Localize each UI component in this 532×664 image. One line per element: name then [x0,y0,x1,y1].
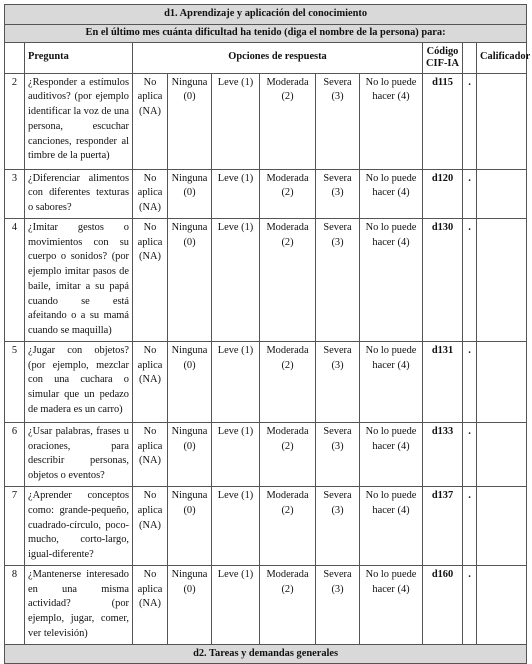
question-row [5,487,527,566]
options-header: Opciones de respuesta [133,42,423,73]
option-cannot[interactable]: No lo puede hacer (4) [360,422,423,486]
row-number: 8 [5,565,25,644]
option-moderate[interactable]: Moderada (2) [260,73,316,169]
cif-code: d115 [423,73,463,169]
option-none[interactable]: Ninguna (0) [168,169,212,218]
option-mild[interactable]: Leve (1) [212,73,260,169]
next-section-title: d2. Tareas y demandas generales [5,644,527,664]
qualifier-cell[interactable] [477,422,527,486]
option-none[interactable]: Ninguna (0) [168,422,212,486]
option-mild[interactable]: Leve (1) [212,169,260,218]
option-moderate[interactable]: Moderada (2) [260,487,316,566]
cif-code: d131 [423,341,463,422]
option-na[interactable]: No aplica (NA) [133,422,168,486]
row-mark: . [463,422,477,486]
option-na[interactable]: No aplica (NA) [133,73,168,169]
code-header: Código CIF-IA [423,42,463,73]
option-moderate[interactable]: Moderada (2) [260,565,316,644]
cif-code: d120 [423,169,463,218]
cif-code: d137 [423,487,463,566]
row-number: 3 [5,169,25,218]
qualifier-cell[interactable] [477,487,527,566]
survey-page [4,4,531,664]
section-title: d1. Aprendizaje y aplicación del conocimiento [5,5,527,25]
number-header [5,42,25,73]
question-rows [5,73,527,644]
question-text: ¿Jugar con objetos? (por ejemplo, mezclar con una cuchara o simular que un pedazo de madera es un carro) [25,341,133,422]
cif-code: d130 [423,218,463,341]
cif-code: d133 [423,422,463,486]
option-mild[interactable]: Leve (1) [212,565,260,644]
option-na[interactable]: No aplica (NA) [133,341,168,422]
row-mark: . [463,487,477,566]
option-mild[interactable]: Leve (1) [212,422,260,486]
option-moderate[interactable]: Moderada (2) [260,341,316,422]
question-row [5,73,527,169]
question-header: Pregunta [25,42,133,73]
option-mild[interactable]: Leve (1) [212,218,260,341]
question-row [5,218,527,341]
row-mark: . [463,73,477,169]
qualifier-cell[interactable] [477,73,527,169]
question-row [5,422,527,486]
option-na[interactable]: No aplica (NA) [133,487,168,566]
question-row [5,565,527,644]
instruction-text: En el último mes cuánta dificultad ha tenido (diga el nombre de la persona) para: [5,24,527,42]
option-cannot[interactable]: No lo puede hacer (4) [360,565,423,644]
option-severe[interactable]: Severa (3) [316,341,360,422]
option-cannot[interactable]: No lo puede hacer (4) [360,73,423,169]
question-text: ¿Mantenerse interesado en una misma actividad? (por ejemplo, jugar, comer, ver televisión) [25,565,133,644]
option-mild[interactable]: Leve (1) [212,341,260,422]
option-none[interactable]: Ninguna (0) [168,341,212,422]
option-cannot[interactable]: No lo puede hacer (4) [360,169,423,218]
option-severe[interactable]: Severa (3) [316,169,360,218]
option-cannot[interactable]: No lo puede hacer (4) [360,487,423,566]
row-number: 5 [5,341,25,422]
option-cannot[interactable]: No lo puede hacer (4) [360,218,423,341]
row-mark: . [463,341,477,422]
option-none[interactable]: Ninguna (0) [168,73,212,169]
option-na[interactable]: No aplica (NA) [133,218,168,341]
option-mild[interactable]: Leve (1) [212,487,260,566]
option-none[interactable]: Ninguna (0) [168,487,212,566]
row-number: 6 [5,422,25,486]
questionnaire-table [4,4,531,664]
row-mark: . [463,218,477,341]
row-number: 7 [5,487,25,566]
option-none[interactable]: Ninguna (0) [168,565,212,644]
cif-code: d160 [423,565,463,644]
qualifier-header: Calificador [477,42,527,73]
option-severe[interactable]: Severa (3) [316,422,360,486]
row-mark: . [463,169,477,218]
option-severe[interactable]: Severa (3) [316,218,360,341]
option-severe[interactable]: Severa (3) [316,565,360,644]
question-text: ¿Diferenciar alimentos con diferentes texturas o sabores? [25,169,133,218]
question-text: ¿Usar palabras, frases u oraciones, para describir personas, objetos o eventos? [25,422,133,486]
blank-header [463,42,477,73]
question-row [5,341,527,422]
option-moderate[interactable]: Moderada (2) [260,422,316,486]
qualifier-cell[interactable] [477,565,527,644]
question-text: ¿Imitar gestos o movimientos con su cuerpo o sonidos? (por ejemplo imitar pasos de baile, imitar a su papá cuando se está afeitando o a su mamá cuando se maquilla) [25,218,133,341]
qualifier-cell[interactable] [477,218,527,341]
option-na[interactable]: No aplica (NA) [133,169,168,218]
option-none[interactable]: Ninguna (0) [168,218,212,341]
option-severe[interactable]: Severa (3) [316,73,360,169]
qualifier-cell[interactable] [477,169,527,218]
row-number: 4 [5,218,25,341]
question-row [5,169,527,218]
option-na[interactable]: No aplica (NA) [133,565,168,644]
qualifier-cell[interactable] [477,341,527,422]
question-text: ¿Responder a estímulos auditivos? (por ejemplo identificar la voz de una persona, escuchar canciones, responder al timbre de la puerta) [25,73,133,169]
option-severe[interactable]: Severa (3) [316,487,360,566]
row-mark: . [463,565,477,644]
question-text: ¿Aprender conceptos como: grande-pequeño, cuadrado-círculo, poco-mucho, corto-largo, igual-diferente? [25,487,133,566]
option-cannot[interactable]: No lo puede hacer (4) [360,341,423,422]
option-moderate[interactable]: Moderada (2) [260,169,316,218]
option-moderate[interactable]: Moderada (2) [260,218,316,341]
row-number: 2 [5,73,25,169]
